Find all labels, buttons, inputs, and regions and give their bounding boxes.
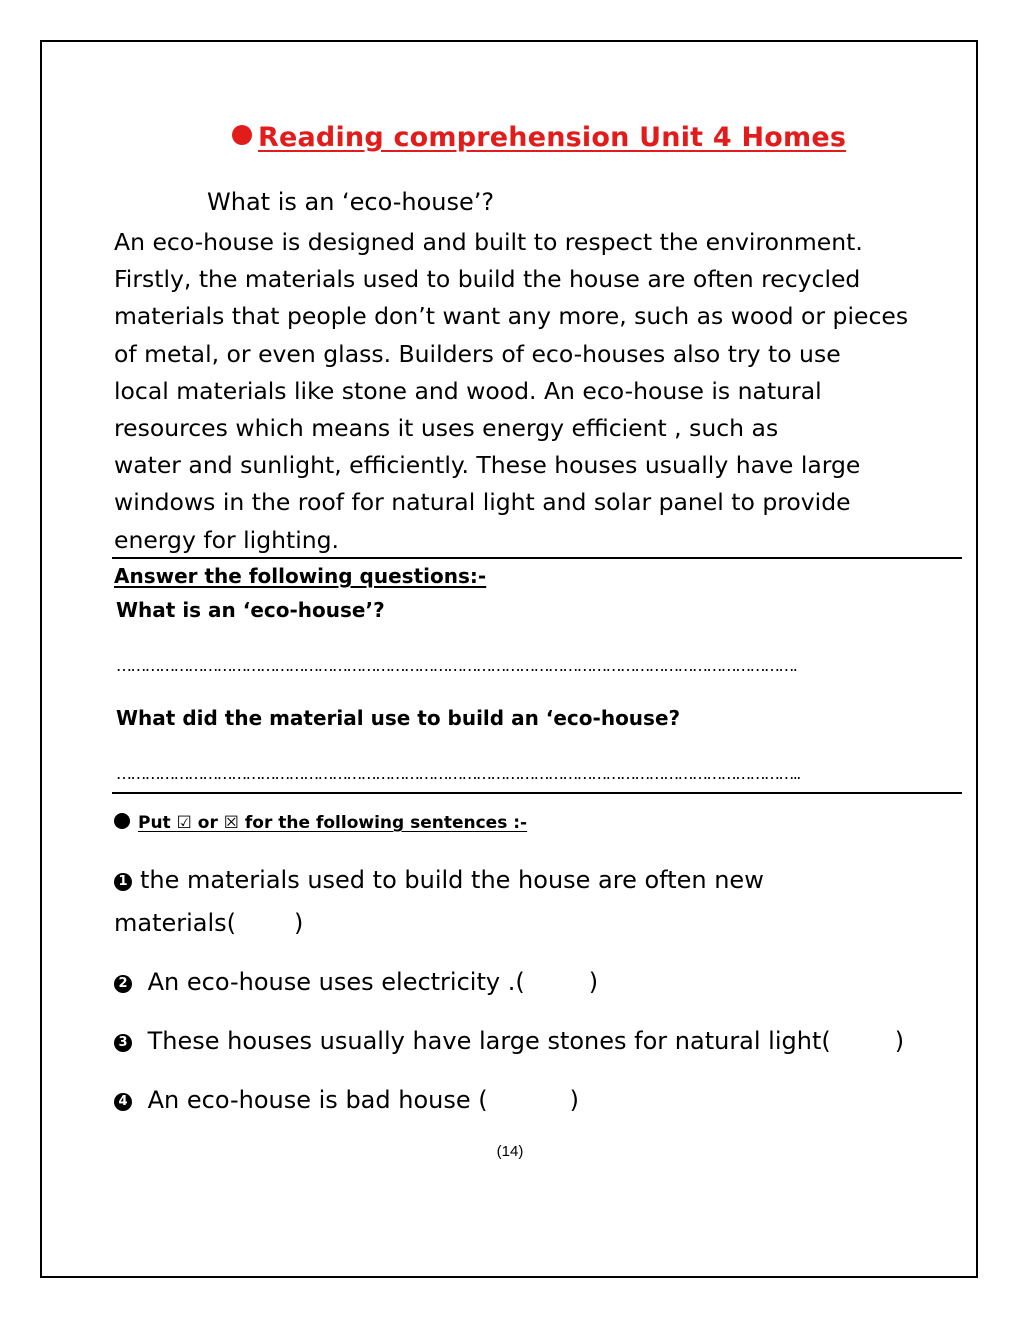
passage-line: water and sunlight, efficiently. These houses usually have large [114,451,861,480]
number-marker: 2 [114,975,132,993]
question-1: What is an ‘eco-house’? [116,598,385,622]
page-number: (14) [496,1143,524,1160]
statement-text: An eco-house is bad house ( [140,1086,488,1114]
passage-line: materials that people don’t want any more, such as wood or pieces [114,302,909,331]
statement-text: materials( [114,909,237,937]
number-marker: 3 [114,1034,132,1052]
worksheet-title: Reading comprehension Unit 4 Homes [232,122,846,153]
statement-text: An eco-house uses electricity .( [140,968,525,996]
divider [112,557,962,559]
passage-line: Firstly, the materials used to build the house are often recycled [114,265,861,294]
answer-line-1[interactable]: ……………………………………………………………………………………………………………………………. [116,656,797,675]
statement-3: 3 These houses usually have large stones for natural light( ) [114,1027,904,1055]
passage-line: resources which means it uses energy efficient , such as [114,414,779,443]
questions-heading: Answer the following questions:- [114,564,487,588]
divider [112,792,962,794]
passage-line: energy for lighting. [114,525,340,554]
statement-1 [114,866,764,894]
statement-2: 2 An eco-house uses electricity .( ) [114,968,598,996]
passage-line: local materials like stone and wood. An eco-house is natural [114,376,822,405]
red-bullet-icon [232,125,252,145]
answer-line-2[interactable]: …………………………………………………………………………………………………………………………….. [116,764,800,783]
passage-line: An eco-house is designed and built to respect the environment. [114,228,863,256]
statement-4: 4 An eco-house is bad house ( ) [114,1086,579,1114]
black-bullet-icon [114,813,130,829]
true-false-instruction: Put ☑ or ☒ for the following sentences :- [114,813,527,833]
passage-subtitle: What is an ‘eco-house’? [207,188,495,216]
number-marker: 1 [114,873,132,891]
reading-passage [114,224,944,559]
statement-text: the materials used to build the house are often new [140,866,764,894]
statement-1-cont: materials( ) [114,909,304,937]
statement-text: These houses usually have large stones for natural light( [140,1027,831,1055]
passage-line: of metal, or even glass. Builders of eco-houses also try to use [114,339,841,368]
passage-line: windows in the roof for natural light and solar panel to provide [114,488,851,517]
number-marker: 4 [114,1093,132,1111]
question-2: What did the material use to build an ‘eco-house? [116,706,681,730]
